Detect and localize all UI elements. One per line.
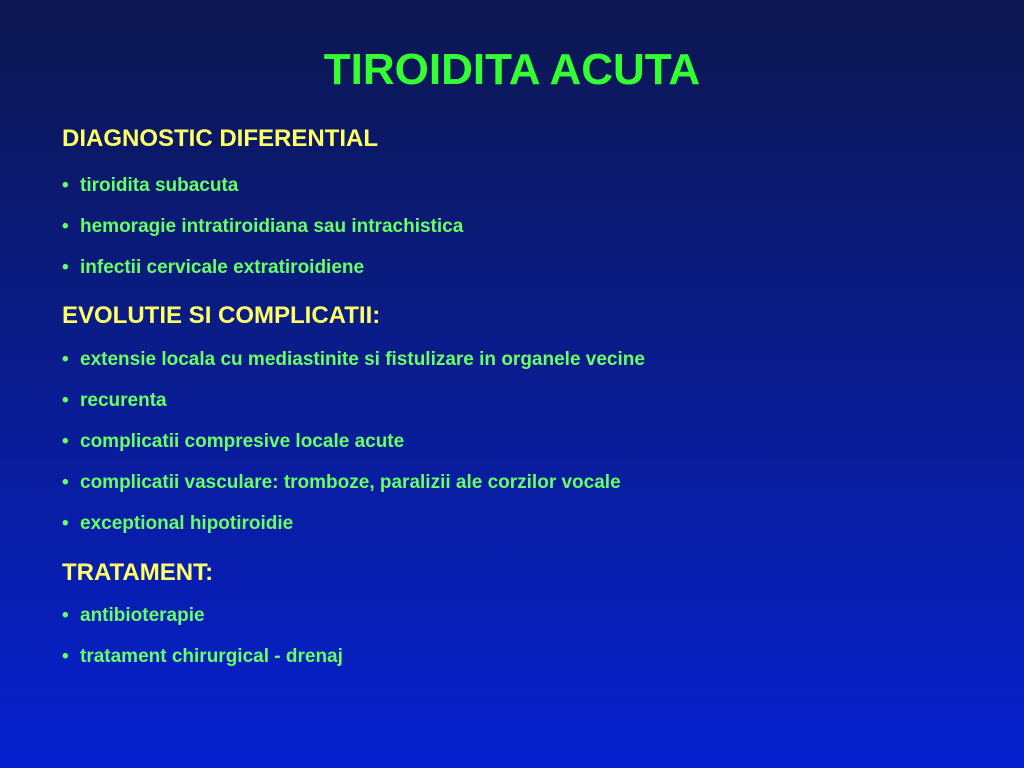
bullet-glyph: •	[62, 431, 69, 452]
bullet-item	[62, 604, 205, 628]
section-heading-diagnostic: DIAGNOSTIC DIFERENTIAL	[62, 125, 378, 152]
bullet-text: recurenta	[80, 390, 167, 411]
bullet-glyph: •	[62, 646, 69, 667]
bullet-glyph: •	[62, 605, 69, 626]
bullet-glyph: •	[62, 175, 69, 196]
bullet-text: antibioterapie	[80, 605, 205, 626]
bullet-text: infectii cervicale extratiroidiene	[80, 257, 365, 278]
bullet-glyph: •	[62, 257, 69, 278]
bullet-glyph: •	[62, 349, 69, 370]
bullet-item	[62, 471, 621, 495]
bullet-glyph: •	[62, 216, 69, 237]
bullet-item	[62, 430, 404, 454]
bullet-item	[62, 512, 293, 536]
bullet-text: tiroidita subacuta	[80, 175, 239, 196]
bullet-item	[62, 348, 645, 372]
bullet-text: extensie locala cu mediastinite si fistulizare in organele vecine	[80, 349, 645, 370]
bullet-item	[62, 215, 463, 239]
bullet-text: exceptional hipotiroidie	[80, 513, 294, 534]
bullet-glyph: •	[62, 472, 69, 493]
bullet-glyph: •	[62, 390, 69, 411]
section-heading-evolutie: EVOLUTIE SI COMPLICATII:	[62, 302, 381, 329]
bullet-text: complicatii compresive locale acute	[80, 431, 405, 452]
section-heading-tratament: TRATAMENT:	[62, 559, 214, 586]
bullet-item	[62, 645, 343, 669]
bullet-item	[62, 256, 364, 280]
bullet-text: tratament chirurgical - drenaj	[80, 646, 343, 667]
bullet-text: hemoragie intratiroidiana sau intrachistica	[80, 216, 464, 237]
slide-title: TIROIDITA ACUTA	[323, 45, 701, 94]
bullet-glyph: •	[62, 513, 69, 534]
bullet-item	[62, 389, 167, 413]
bullet-text: complicatii vasculare: tromboze, paralizii ale corzilor vocale	[80, 472, 621, 493]
bullet-item	[62, 174, 238, 198]
